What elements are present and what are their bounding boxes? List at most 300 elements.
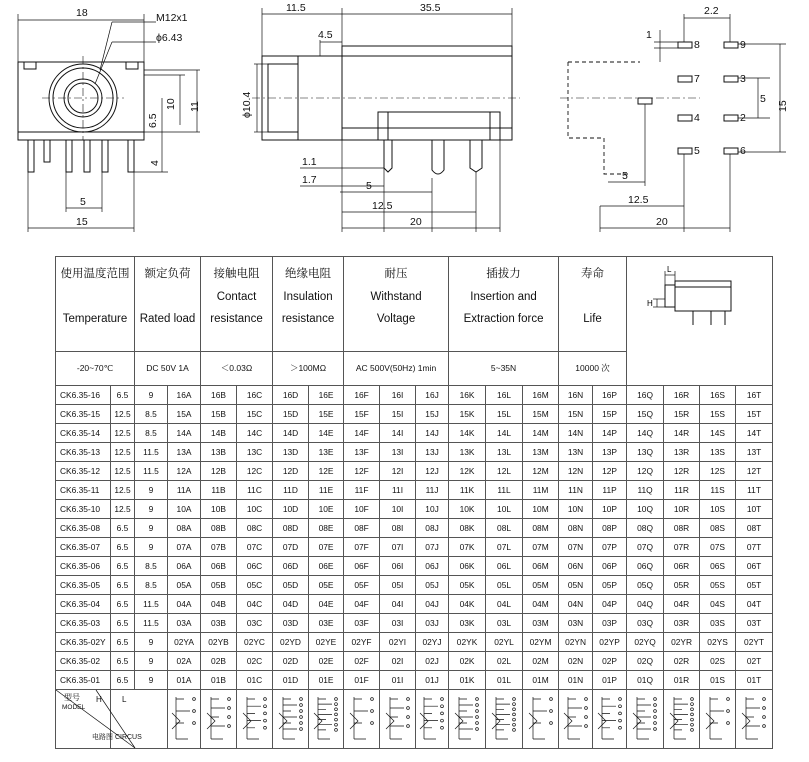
table-cell: 08P bbox=[593, 519, 627, 538]
circuit-diagram bbox=[310, 693, 342, 745]
table-cell: 14S bbox=[700, 424, 736, 443]
table-cell: 01T bbox=[736, 671, 773, 690]
model-cell: CK6.35-13 bbox=[56, 443, 111, 462]
table-cell: 12M bbox=[523, 462, 559, 481]
dim-front-width: 18 bbox=[76, 7, 88, 19]
table-cell: 07K bbox=[449, 538, 486, 557]
pin-2: 2 bbox=[740, 112, 746, 124]
circuit-pin bbox=[299, 716, 302, 719]
table-row bbox=[56, 557, 773, 576]
table-cell: 02D bbox=[273, 652, 309, 671]
circuit-diagram bbox=[629, 693, 661, 745]
table-cell: 15M bbox=[523, 405, 559, 424]
table-cell: 15P bbox=[593, 405, 627, 424]
table-cell: 07B bbox=[201, 538, 237, 557]
table-row bbox=[56, 481, 773, 500]
circuit-pin bbox=[263, 726, 266, 729]
table-cell: 06N bbox=[559, 557, 593, 576]
circuit-diagram-cell bbox=[168, 690, 201, 749]
table-cell: 02YL bbox=[486, 633, 523, 652]
table-cell: 16M bbox=[523, 386, 559, 405]
table-cell: 16A bbox=[168, 386, 201, 405]
dim-pcb-2-2: 2.2 bbox=[704, 5, 719, 17]
table-cell: 06R bbox=[664, 557, 700, 576]
circuit-pin bbox=[441, 726, 444, 729]
circuit-pin bbox=[335, 703, 338, 706]
circuit-pin bbox=[299, 698, 302, 701]
val-contact: ＜0.03Ω bbox=[201, 352, 273, 386]
table-cell: 12E bbox=[309, 462, 344, 481]
table-cell: 9 bbox=[135, 481, 168, 500]
table-cell: 01R bbox=[664, 671, 700, 690]
table-cell: 16F bbox=[344, 386, 380, 405]
table-cell: 08F bbox=[344, 519, 380, 538]
circuit-diagram-cell bbox=[237, 690, 273, 749]
table-cell: 14B bbox=[201, 424, 237, 443]
circuit-diagram bbox=[525, 693, 557, 745]
table-cell: 04Q bbox=[627, 595, 664, 614]
hdr-insulation-cn: 绝缘电阻 bbox=[285, 268, 332, 280]
circuit-pin bbox=[654, 722, 657, 725]
circuit-lines bbox=[243, 697, 261, 739]
circuit-pin bbox=[441, 698, 444, 701]
circuit-pin bbox=[335, 723, 338, 726]
circuit-diagram-cell bbox=[593, 690, 627, 749]
table-cell: 02Q bbox=[627, 652, 664, 671]
table-cell: 02YI bbox=[380, 633, 416, 652]
circuit-pin bbox=[618, 719, 621, 722]
table-cell: 08B bbox=[201, 519, 237, 538]
circuit-lines bbox=[386, 697, 404, 739]
table-cell: 04C bbox=[237, 595, 273, 614]
table-cell: 06M bbox=[523, 557, 559, 576]
table-cell: 10P bbox=[593, 500, 627, 519]
table-cell: 6.5 bbox=[111, 519, 135, 538]
table-cell: 04A bbox=[168, 595, 201, 614]
dim-side-4-5: 4.5 bbox=[318, 29, 333, 41]
table-row bbox=[56, 595, 773, 614]
table-cell: 6.5 bbox=[111, 557, 135, 576]
table-cell: 03M bbox=[523, 614, 559, 633]
table-cell: 11K bbox=[449, 481, 486, 500]
circuit-pin bbox=[513, 698, 516, 701]
table-cell: 04N bbox=[559, 595, 593, 614]
table-cell: 9 bbox=[135, 538, 168, 557]
table-cell: 13Q bbox=[627, 443, 664, 462]
table-cell: 05F bbox=[344, 576, 380, 595]
table-cell: 11.5 bbox=[135, 443, 168, 462]
table-row bbox=[56, 462, 773, 481]
table-cell: 16T bbox=[736, 386, 773, 405]
table-cell: 02J bbox=[416, 652, 449, 671]
val-rated-load: DC 50V 1A bbox=[135, 352, 201, 386]
legend-cell bbox=[56, 690, 142, 749]
dim-pcb-5-h: 5 bbox=[622, 170, 628, 182]
hdr-contact-en2: resistance bbox=[210, 313, 263, 325]
table-cell: 11Q bbox=[627, 481, 664, 500]
table-cell: 01B bbox=[201, 671, 237, 690]
hdr-rated-load-cn: 额定负荷 bbox=[144, 268, 191, 280]
dim-side-35-5: 35.5 bbox=[420, 2, 441, 14]
table-cell: 14A bbox=[168, 424, 201, 443]
table-cell: 06E bbox=[309, 557, 344, 576]
table-cell: 12.5 bbox=[111, 500, 135, 519]
table-cell: 15F bbox=[344, 405, 380, 424]
table-cell: 9 bbox=[135, 671, 168, 690]
hdr-temperature-cn: 使用温度范围 bbox=[60, 268, 130, 280]
table-row bbox=[56, 424, 773, 443]
table-cell: 01J bbox=[416, 671, 449, 690]
table-cell: 02M bbox=[523, 652, 559, 671]
dim-front-11: 11 bbox=[189, 101, 201, 112]
table-cell: 10S bbox=[700, 500, 736, 519]
table-cell: 04E bbox=[309, 595, 344, 614]
dim-pcb-5-v: 5 bbox=[760, 93, 766, 105]
table-cell: 01K bbox=[449, 671, 486, 690]
dim-front-4: 4 bbox=[149, 160, 161, 166]
table-cell: 08A bbox=[168, 519, 201, 538]
circuit-lines bbox=[564, 697, 582, 739]
table-cell: 16Q bbox=[627, 386, 664, 405]
dim-side-5: 5 bbox=[366, 180, 372, 192]
hdr-insulation-en2: resistance bbox=[281, 313, 335, 325]
table-cell: 10R bbox=[664, 500, 700, 519]
table-cell: 8.5 bbox=[135, 405, 168, 424]
table-cell: 9 bbox=[135, 386, 168, 405]
table-cell: 16R bbox=[664, 386, 700, 405]
dim-side-12-5: 12.5 bbox=[372, 200, 393, 212]
pin-5: 5 bbox=[694, 145, 700, 157]
circuit-pin bbox=[476, 722, 479, 725]
table-cell: 02R bbox=[664, 652, 700, 671]
table-cell: 6.5 bbox=[111, 595, 135, 614]
table-cell: 02E bbox=[309, 652, 344, 671]
table-cell: 06A bbox=[168, 557, 201, 576]
circuit-pin bbox=[335, 729, 338, 732]
dim-side-11-5: 11.5 bbox=[286, 2, 306, 14]
table-cell: 12T bbox=[736, 462, 773, 481]
pin-3: 3 bbox=[740, 73, 746, 85]
circuit-diagram-cell bbox=[627, 690, 664, 749]
table-cell: 01P bbox=[593, 671, 627, 690]
table-cell: 01A bbox=[168, 671, 201, 690]
hdr-rated-load-en: Rated load bbox=[139, 313, 196, 325]
table-cell: 01M bbox=[523, 671, 559, 690]
table-cell: 11.5 bbox=[135, 614, 168, 633]
table-cell: 13F bbox=[344, 443, 380, 462]
table-cell: 02YM bbox=[523, 633, 559, 652]
table-cell: 10N bbox=[559, 500, 593, 519]
circuit-pin bbox=[690, 713, 693, 716]
dim-front-15: 15 bbox=[76, 216, 88, 228]
circuit-pin bbox=[299, 710, 302, 713]
circuit-pin bbox=[193, 722, 196, 725]
hdr-life bbox=[559, 257, 627, 352]
model-cell: CK6.35-08 bbox=[56, 519, 111, 538]
circuit-lines bbox=[172, 697, 190, 739]
table-cell: 12S bbox=[700, 462, 736, 481]
table-cell: 07R bbox=[664, 538, 700, 557]
circuit-pin bbox=[370, 698, 373, 701]
table-cell: 16L bbox=[486, 386, 523, 405]
header-row bbox=[56, 257, 773, 352]
table-cell: 12J bbox=[416, 462, 449, 481]
circuit-pin bbox=[263, 719, 266, 722]
table-cell: 14T bbox=[736, 424, 773, 443]
table-cell: 07F bbox=[344, 538, 380, 557]
table-cell: 07C bbox=[237, 538, 273, 557]
hdr-insertion bbox=[449, 257, 559, 352]
table-cell: 06D bbox=[273, 557, 309, 576]
circuit-pin bbox=[584, 716, 587, 719]
hdr-contact-cn: 接触电阻 bbox=[213, 268, 260, 280]
table-cell: 07S bbox=[700, 538, 736, 557]
table-cell: 08L bbox=[486, 519, 523, 538]
table-cell: 13B bbox=[201, 443, 237, 462]
table-cell: 10L bbox=[486, 500, 523, 519]
circuit-pin bbox=[335, 713, 338, 716]
table-row bbox=[56, 538, 773, 557]
table-cell: 14E bbox=[309, 424, 344, 443]
table-cell: 02YK bbox=[449, 633, 486, 652]
table-cell: 11M bbox=[523, 481, 559, 500]
circuit-pin bbox=[227, 698, 230, 701]
table-cell: 07J bbox=[416, 538, 449, 557]
circuit-pin bbox=[299, 704, 302, 707]
table-cell: 02S bbox=[700, 652, 736, 671]
circuit-pin bbox=[618, 705, 621, 708]
table-cell: 03K bbox=[449, 614, 486, 633]
circuit-pin bbox=[513, 703, 516, 706]
table-cell: 03C bbox=[237, 614, 273, 633]
table-cell: 14J bbox=[416, 424, 449, 443]
circuit-pin bbox=[513, 713, 516, 716]
table-cell: 07A bbox=[168, 538, 201, 557]
table-cell: 14L bbox=[486, 424, 523, 443]
table-cell: 03T bbox=[736, 614, 773, 633]
table-cell: 13A bbox=[168, 443, 201, 462]
table-row bbox=[56, 614, 773, 633]
table-cell: 05N bbox=[559, 576, 593, 595]
hdr-inset bbox=[627, 257, 773, 386]
table-cell: 11F bbox=[344, 481, 380, 500]
circuit-pin bbox=[618, 726, 621, 729]
table-cell: 02YJ bbox=[416, 633, 449, 652]
hdr-withstand-en1: Withstand bbox=[370, 290, 422, 303]
table-cell: 07Q bbox=[627, 538, 664, 557]
table-cell: 08C bbox=[237, 519, 273, 538]
table-cell: 08S bbox=[700, 519, 736, 538]
technical-drawings bbox=[0, 0, 809, 256]
circuit-diagram bbox=[594, 693, 626, 745]
model-cell: CK6.35-16 bbox=[56, 386, 111, 405]
table-cell: 04I bbox=[380, 595, 416, 614]
table-cell: 10T bbox=[736, 500, 773, 519]
dim-pcb-20: 20 bbox=[656, 216, 668, 228]
table-cell: 01F bbox=[344, 671, 380, 690]
table-cell: 02P bbox=[593, 652, 627, 671]
table-cell: 08E bbox=[309, 519, 344, 538]
circuit-diagram-cell bbox=[416, 690, 449, 749]
table-cell: 14M bbox=[523, 424, 559, 443]
table-cell: 08K bbox=[449, 519, 486, 538]
hdr-insertion-cn: 插拔力 bbox=[486, 268, 521, 280]
table-cell: 8.5 bbox=[135, 557, 168, 576]
circuit-pin bbox=[618, 712, 621, 715]
table-cell: 02YR bbox=[664, 633, 700, 652]
dim-side-1-7: 1.7 bbox=[302, 174, 317, 186]
legend-model-en: MODEL bbox=[62, 704, 86, 711]
circuit-pin bbox=[654, 728, 657, 731]
pin-6: 6 bbox=[740, 145, 746, 157]
table-row bbox=[56, 671, 773, 690]
table-cell: 06K bbox=[449, 557, 486, 576]
table-cell: 13S bbox=[700, 443, 736, 462]
table-cell: 02B bbox=[201, 652, 237, 671]
table-row bbox=[56, 443, 773, 462]
pcb-layout bbox=[560, 5, 789, 232]
legend-h: H bbox=[96, 695, 102, 704]
table-cell: 06B bbox=[201, 557, 237, 576]
circuit-pin bbox=[263, 712, 266, 715]
circuit-pin bbox=[299, 722, 302, 725]
table-cell: 02YE bbox=[309, 633, 344, 652]
circuit-pin bbox=[476, 704, 479, 707]
table-cell: 15E bbox=[309, 405, 344, 424]
table-cell: 05K bbox=[449, 576, 486, 595]
table-cell: 14Q bbox=[627, 424, 664, 443]
circuit-diagram-cell bbox=[664, 690, 700, 749]
circuit-pin bbox=[763, 707, 766, 710]
circuit-pin bbox=[690, 703, 693, 706]
dim-side-20: 20 bbox=[410, 216, 422, 228]
circuit-diagram bbox=[275, 693, 307, 745]
circuit-pin bbox=[335, 718, 338, 721]
table-cell: 03D bbox=[273, 614, 309, 633]
circuit-pin bbox=[227, 707, 230, 710]
circuit-pin bbox=[549, 710, 552, 713]
table-cell: 11.5 bbox=[135, 595, 168, 614]
circuit-diagram bbox=[416, 693, 448, 745]
circuit-diagram bbox=[666, 693, 698, 745]
val-insulation: ＞100MΩ bbox=[273, 352, 344, 386]
table-cell: 06T bbox=[736, 557, 773, 576]
table-cell: 12P bbox=[593, 462, 627, 481]
hdr-insulation bbox=[273, 257, 344, 352]
table-cell: 05I bbox=[380, 576, 416, 595]
table-cell: 05M bbox=[523, 576, 559, 595]
model-cell: CK6.35-02 bbox=[56, 652, 111, 671]
circuit-lines bbox=[633, 697, 651, 739]
val-insertion: 5~35N bbox=[449, 352, 559, 386]
table-cell: 16B bbox=[201, 386, 237, 405]
table-cell: 01L bbox=[486, 671, 523, 690]
circuit-pin bbox=[654, 704, 657, 707]
dim-front-10: 10 bbox=[165, 98, 177, 110]
table-cell: 04L bbox=[486, 595, 523, 614]
model-cell: CK6.35-11 bbox=[56, 481, 111, 500]
inset-h: H bbox=[646, 299, 653, 308]
circuit-diagram-cell bbox=[201, 690, 237, 749]
table-cell: 01S bbox=[700, 671, 736, 690]
table-cell: 08J bbox=[416, 519, 449, 538]
table-cell: 11T bbox=[736, 481, 773, 500]
table-cell: 11C bbox=[237, 481, 273, 500]
table-cell: 15B bbox=[201, 405, 237, 424]
dim-pcb-12-5: 12.5 bbox=[628, 194, 649, 206]
table-cell: 05A bbox=[168, 576, 201, 595]
circuit-lines bbox=[207, 697, 225, 739]
table-cell: 16N bbox=[559, 386, 593, 405]
hdr-temperature-en: Temperature bbox=[62, 313, 128, 325]
table-cell: 12.5 bbox=[111, 462, 135, 481]
circuit-diagram bbox=[738, 693, 770, 745]
table-cell: 04P bbox=[593, 595, 627, 614]
table-cell: 04F bbox=[344, 595, 380, 614]
circuit-pin bbox=[654, 698, 657, 701]
circuit-diagram bbox=[239, 693, 271, 745]
table-cell: 02YN bbox=[559, 633, 593, 652]
legend-circuit: 电路图 CIRCUS bbox=[92, 734, 142, 741]
circuit-pin bbox=[441, 719, 444, 722]
table-cell: 05P bbox=[593, 576, 627, 595]
circuit-lines bbox=[455, 697, 473, 739]
table-cell: 12B bbox=[201, 462, 237, 481]
circuit-pin bbox=[406, 725, 409, 728]
table-cell: 12I bbox=[380, 462, 416, 481]
circuit-diagram-cell bbox=[486, 690, 523, 749]
table-cell: 08M bbox=[523, 519, 559, 538]
table-cell: 03F bbox=[344, 614, 380, 633]
table-cell: 12N bbox=[559, 462, 593, 481]
circuit-pin bbox=[690, 698, 693, 701]
table-cell: 03R bbox=[664, 614, 700, 633]
circuit-pin bbox=[584, 725, 587, 728]
model-cell: CK6.35-15 bbox=[56, 405, 111, 424]
table-cell: 05C bbox=[237, 576, 273, 595]
table-row bbox=[56, 576, 773, 595]
table-cell: 02T bbox=[736, 652, 773, 671]
table-row bbox=[56, 386, 773, 405]
circuit-pin bbox=[763, 716, 766, 719]
table-cell: 04S bbox=[700, 595, 736, 614]
circuit-diagram-cell bbox=[736, 690, 773, 749]
table-cell: 10C bbox=[237, 500, 273, 519]
table-cell: 14P bbox=[593, 424, 627, 443]
table-cell: 01D bbox=[273, 671, 309, 690]
table-cell: 14D bbox=[273, 424, 309, 443]
circuit-lines bbox=[492, 697, 510, 739]
table-cell: 04R bbox=[664, 595, 700, 614]
circuit-pin bbox=[193, 710, 196, 713]
table-cell: 06C bbox=[237, 557, 273, 576]
circuit-lines bbox=[742, 697, 760, 739]
hdr-withstand bbox=[344, 257, 449, 352]
table-cell: 6.5 bbox=[111, 671, 135, 690]
circuit-pin bbox=[726, 722, 729, 725]
hdr-insertion-en2: Extraction force bbox=[463, 313, 544, 325]
circuit-pin bbox=[441, 712, 444, 715]
table-cell: 08I bbox=[380, 519, 416, 538]
table-cell: 03Q bbox=[627, 614, 664, 633]
table-cell: 13J bbox=[416, 443, 449, 462]
circuit-diagram bbox=[203, 693, 235, 745]
table-cell: 05E bbox=[309, 576, 344, 595]
table-cell: 13D bbox=[273, 443, 309, 462]
legend-l: L bbox=[122, 695, 127, 704]
model-cell: CK6.35-10 bbox=[56, 500, 111, 519]
table-cell: 16E bbox=[309, 386, 344, 405]
